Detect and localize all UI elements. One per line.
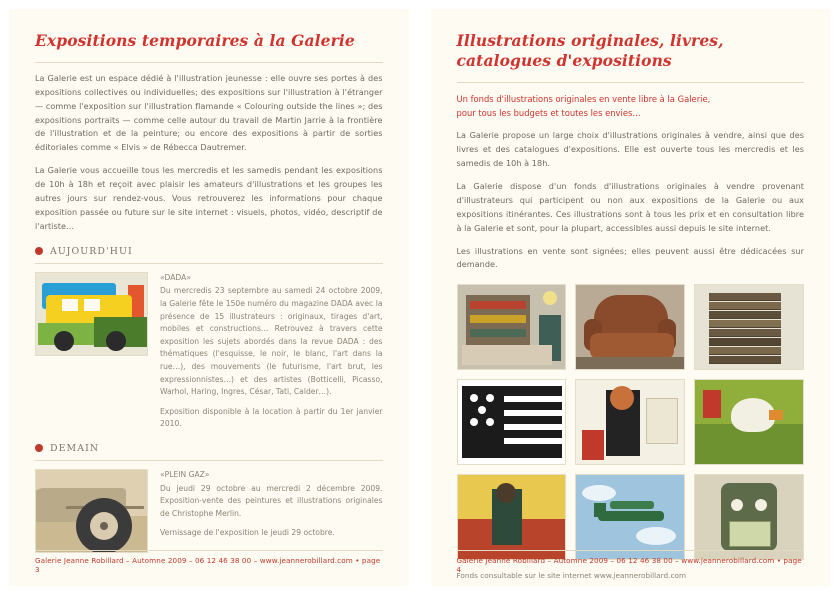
footer-text-right: Galerie Jeanne Robillard – Automne 2009 – 06 12 46 38 00 – www.jeannerobillard.com • page 4 bbox=[456, 556, 802, 574]
right-paragraph-2: La Galerie dispose d'un fonds d'illustrations originales à vendre provenant d'illustrateurs qui participent ou non aux expositions de la Galerie ou aux expositions itinérantes. Ces illustrations sont à tous les prix et en consultation libre à la Galerie et sont, pour la plupart, accessibles aussi depuis le site internet. bbox=[456, 180, 804, 233]
event-tomorrow-description: Du jeudi 29 octobre au mercredi 2 décembre 2009. Exposition-vente des peintures et illustrations originales de Christophe Merlin. bbox=[160, 483, 383, 518]
illustration-thumb-green-bird bbox=[694, 379, 804, 465]
page-right bbox=[431, 9, 831, 586]
event-tomorrow bbox=[35, 469, 383, 553]
illustration-thumb-leather-armchair bbox=[575, 284, 685, 370]
event-today-availability: Exposition disponible à la location à partir du 1er janvier 2010. bbox=[160, 406, 383, 429]
section-label-tomorrow: DEMAIN bbox=[50, 442, 100, 454]
page-title-right-line2: catalogues d'expositions bbox=[456, 50, 672, 70]
illustration-thumb-creature-with-book bbox=[694, 474, 804, 560]
illustration-thumb-book-stack bbox=[694, 284, 804, 370]
title-divider-right bbox=[457, 82, 805, 83]
section-label-today: AUJOURD'HUI bbox=[50, 245, 133, 257]
intro-paragraph-2: La Galerie vous accueille tous les mercredis et les samedis pendant les expositions de 10h à 18h et reçoit avec plaisir les amateurs d'illustrations et les groupes les autres jours sur rendez-vous. Vous retrouverez les informations pour chaque exposition passée ou future sur le site internet : visuels, photos, vidéo, descriptif de l'artiste… bbox=[35, 165, 383, 231]
section-header-today bbox=[35, 246, 383, 257]
illustration-thumb-yellow-landscape-figure bbox=[457, 474, 567, 560]
page-title-right-line1: Illustrations originales, livres, bbox=[456, 31, 724, 50]
event-today-title: «DADA» bbox=[160, 272, 191, 282]
lead-line-1: Un fonds d'illustrations originales en vente libre à la Galerie, bbox=[456, 93, 711, 104]
footer-divider-left bbox=[35, 550, 383, 551]
lead-line-2: pour tous les budgets et toutes les envies… bbox=[456, 107, 641, 118]
event-today-text bbox=[160, 272, 383, 431]
lead-text bbox=[457, 92, 805, 121]
page-title-left: Expositions temporaires à la Galerie bbox=[35, 31, 355, 50]
illustration-thumb-bookshelf-interior bbox=[457, 284, 567, 370]
footer-left bbox=[35, 550, 383, 574]
title-divider-left bbox=[35, 62, 383, 63]
event-today bbox=[35, 272, 383, 431]
illustration-thumb-biplane-sky bbox=[575, 474, 685, 560]
section-header-tomorrow bbox=[35, 443, 383, 454]
event-tomorrow-availability: Vernissage de l'exposition le jeudi 29 octobre. bbox=[160, 528, 335, 538]
illustration-gallery bbox=[457, 284, 805, 560]
bullet-icon bbox=[35, 247, 43, 255]
gallery-caption: Fonds consultable sur le site internet www.jeannerobillard.com bbox=[456, 571, 687, 581]
footer-right bbox=[457, 550, 805, 574]
footer-text-left: Galerie Jeanne Robillard – Automne 2009 – 06 12 46 38 00 – www.jeannerobillard.com • page 3 bbox=[35, 556, 381, 574]
page-left bbox=[9, 9, 409, 586]
event-tomorrow-title: «PLEIN GAZ» bbox=[160, 469, 210, 479]
footer-divider-right bbox=[457, 550, 805, 551]
illustration-thumb-figure-with-papers bbox=[575, 379, 685, 465]
dada-exhibition-artwork bbox=[35, 272, 148, 356]
right-paragraph-1: La Galerie propose un large choix d'illustrations originales à vendre, ainsi que des livres et des catalogues d'expositions. Elle est ouverte tous les mercredis et les samedis de 10h à 18h. bbox=[456, 130, 804, 169]
illustration-thumb-black-flag-collage bbox=[457, 379, 567, 465]
section-divider-today bbox=[35, 263, 383, 264]
event-tomorrow-text bbox=[160, 469, 383, 553]
event-today-description: Du mercredis 23 septembre au samedi 24 octobre 2009, la Galerie fête le 150e numéro du magazine DADA avec la présence de 15 illustrateurs : originaux, tirages d'art, mobiles et constructions… Retrouvez à travers cette exposition les sujets abordés dans la revue DADA : des thématiques (l'esquisse, le noir, le blanc, l'art dans la rue…), des mouvements (le futurisme, l'art brut, les expressionnistes…) et des artistes (Botticelli, Picasso, Warhol, Haring, Ingres, César, Tati, Calder…). bbox=[160, 286, 383, 397]
bullet-icon bbox=[35, 444, 43, 452]
intro-paragraph-1: La Galerie est un espace dédié à l'illustration jeunesse : elle ouvre ses portes à des expositions collectives ou individuelles; des expositions sur l'illustration à l'étranger — comme l'exposition sur l'illustration flamande « Colouring outside the lines »; des expositions portraits — comme celle autour du travail de Martin Jarrie à la frontière de l'illustration et de la peinture; ou encore des expositions à partir de sorties éditoriales comme « Elvis » de Rébecca Dautremer. bbox=[35, 72, 383, 153]
section-divider-tomorrow bbox=[35, 460, 383, 461]
right-paragraph-3: Les illustrations en vente sont signées; elles peuvent aussi être dédicacées sur demande. bbox=[456, 245, 804, 270]
page-title-right bbox=[457, 31, 805, 71]
plein-gaz-exhibition-artwork bbox=[35, 469, 148, 553]
